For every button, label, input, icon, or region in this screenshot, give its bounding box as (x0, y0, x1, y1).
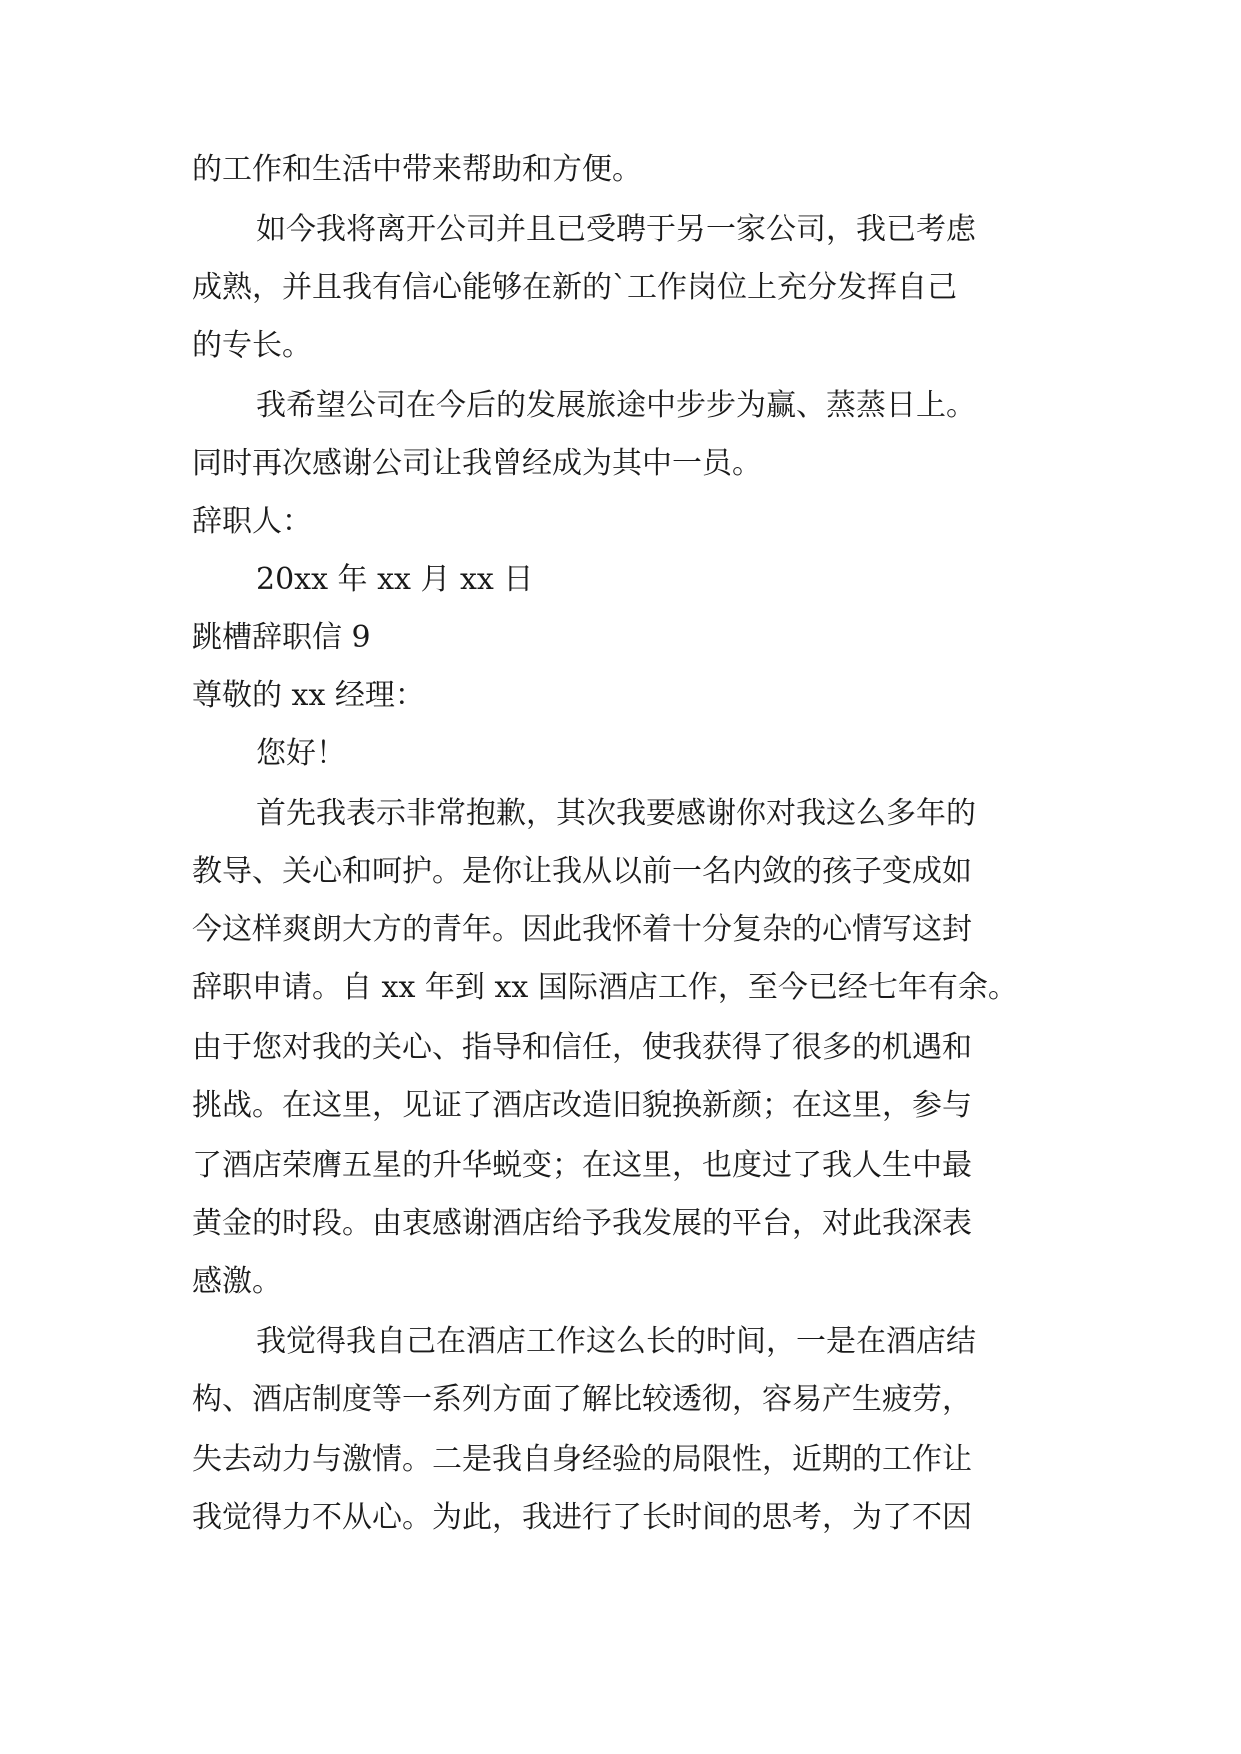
text-line: 的专长。 (192, 328, 312, 363)
text-line: 黄金的时段。由衷感谢酒店给予我发展的平台，对此我深表 (192, 1206, 972, 1241)
text-line: 我觉得我自己在酒店工作这么长的时间，一是在酒店结 (256, 1324, 976, 1359)
text-line: 今这样爽朗大方的青年。因此我怀着十分复杂的心情写这封 (192, 912, 972, 947)
text-line: 我觉得力不从心。为此，我进行了长时间的思考，为了不因 (192, 1500, 972, 1535)
text-line: 构、酒店制度等一系列方面了解比较透彻，容易产生疲劳， (192, 1382, 972, 1417)
text-line: 成熟，并且我有信心能够在新的`工作岗位上充分发挥自己 (192, 270, 957, 305)
text-line: 辞职申请。自 xx 年到 xx 国际酒店工作，至今已经七年有余。 (192, 970, 1018, 1005)
greeting: 您好！ (256, 736, 346, 771)
text-line: 的工作和生活中带来帮助和方便。 (192, 152, 642, 187)
section-title: 跳槽辞职信 9 (192, 620, 371, 655)
text-line: 教导、关心和呵护。是你让我从以前一名内敛的孩子变成如 (192, 854, 972, 889)
text-line: 同时再次感谢公司让我曾经成为其中一员。 (192, 446, 762, 481)
signature-label: 辞职人： (192, 504, 312, 539)
text-line: 挑战。在这里，见证了酒店改造旧貌换新颜；在这里，参与 (192, 1088, 972, 1123)
text-line: 如今我将离开公司并且已受聘于另一家公司，我已考虑 (256, 212, 976, 247)
text-line: 由于您对我的关心、指导和信任，使我获得了很多的机遇和 (192, 1030, 972, 1065)
text-line: 了酒店荣膺五星的升华蜕变；在这里，也度过了我人生中最 (192, 1148, 972, 1183)
text-line: 我希望公司在今后的发展旅途中步步为赢、蒸蒸日上。 (256, 388, 976, 423)
salutation: 尊敬的 xx 经理： (192, 678, 425, 713)
date-line: 20xx 年 xx 月 xx 日 (256, 562, 534, 597)
text-line: 失去动力与激情。二是我自身经验的局限性，近期的工作让 (192, 1442, 972, 1477)
text-line: 感激。 (192, 1264, 282, 1299)
text-line: 首先我表示非常抱歉，其次我要感谢你对我这么多年的 (256, 796, 976, 831)
